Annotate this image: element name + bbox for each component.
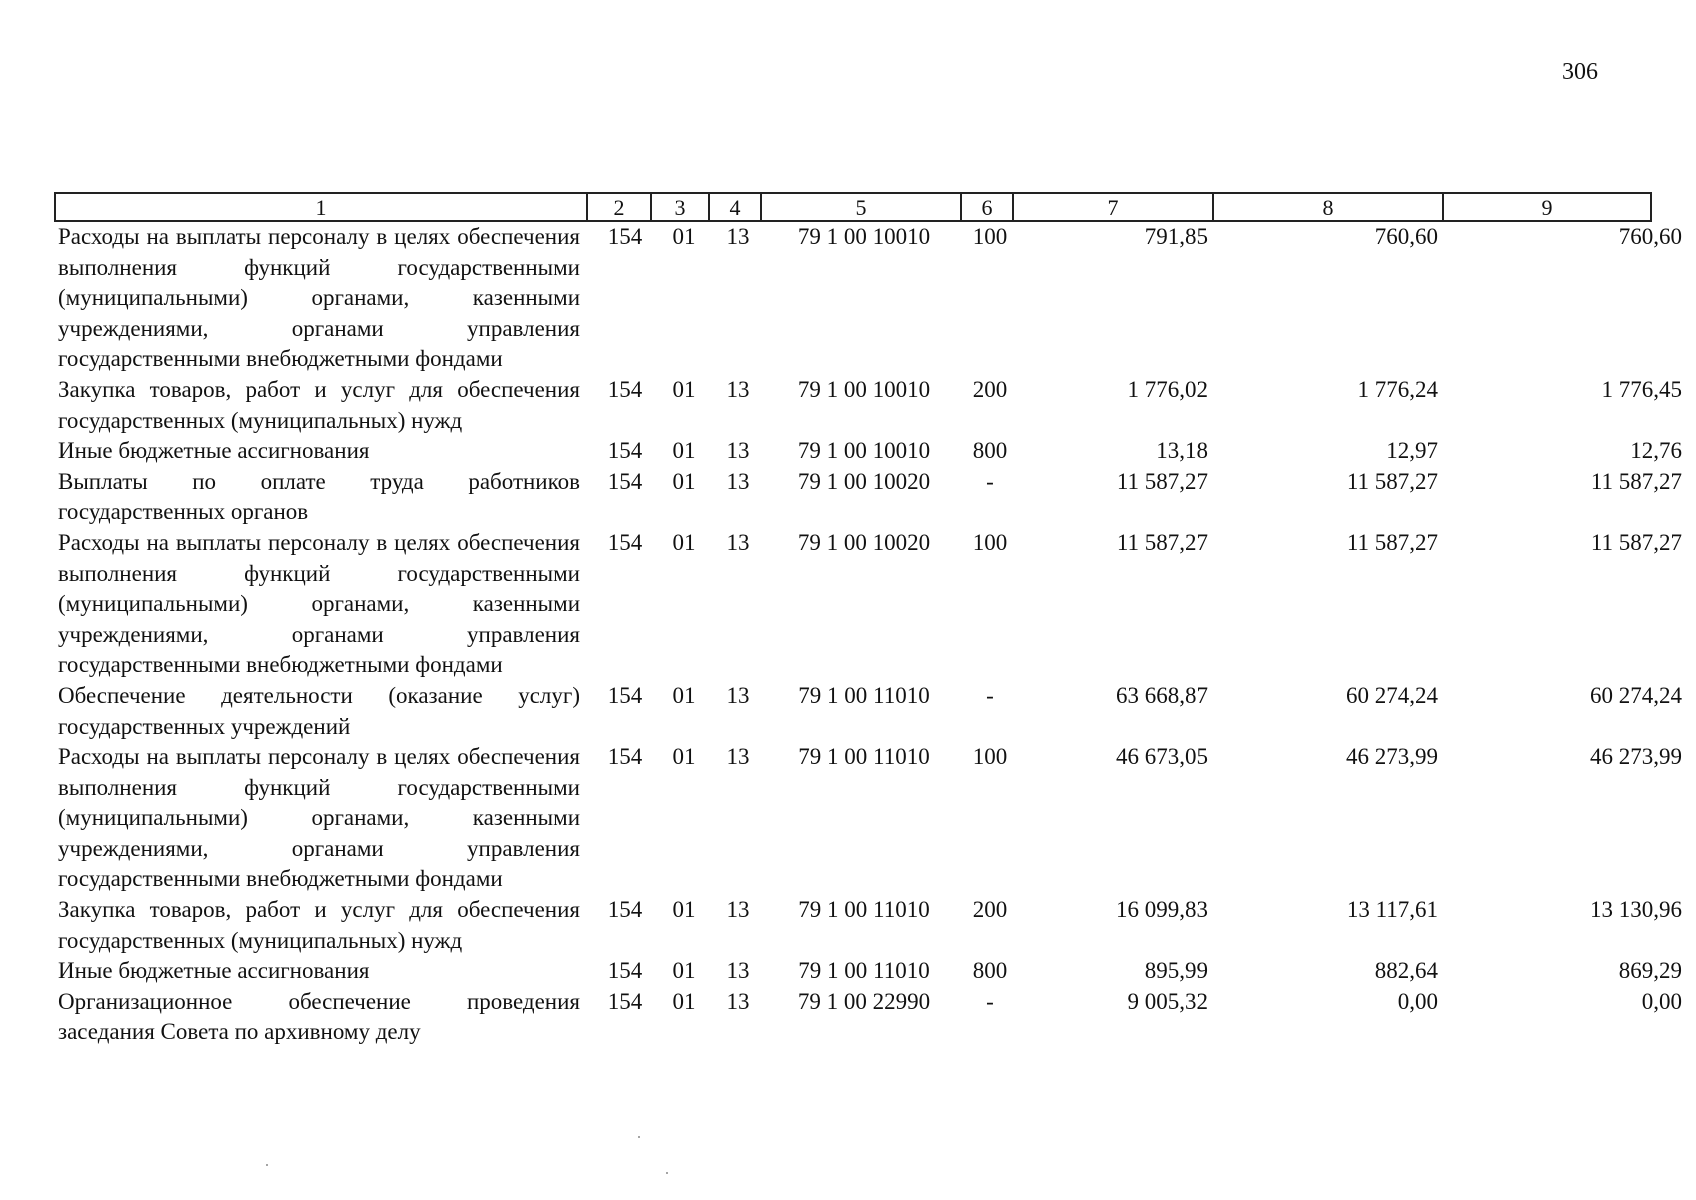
row-col-3: 01 — [672, 988, 696, 1014]
row-col-5: 79 1 00 10020 — [797, 468, 931, 494]
row-col-6: - — [986, 682, 994, 708]
row-col-3: 01 — [672, 958, 696, 984]
row-col-5: 79 1 00 10010 — [797, 376, 931, 402]
row-col-6: 800 — [972, 958, 1008, 984]
row-col-5: 79 1 00 11010 — [798, 682, 930, 708]
row-col-6: 100 — [972, 224, 1008, 249]
row-col-6: 200 — [972, 376, 1008, 402]
row-col-3: 01 — [672, 897, 696, 923]
table-row — [54, 222, 1682, 375]
row-col-8: 12,97 — [1386, 438, 1438, 464]
header-col-7: 7 — [1012, 194, 1212, 220]
table-row — [54, 987, 1682, 1048]
row-col-5: 79 1 00 11010 — [798, 744, 930, 770]
header-col-9: 9 — [1442, 194, 1650, 220]
header-col-4: 4 — [708, 194, 760, 220]
row-col-7: 9 005,32 — [1127, 988, 1208, 1014]
row-col-9: 11 587,27 — [1590, 529, 1682, 555]
row-col-9: 11 587,27 — [1590, 468, 1682, 494]
row-col-6: 100 — [972, 744, 1008, 770]
table-row — [54, 895, 1682, 956]
row-col-2: 154 — [607, 529, 643, 555]
row-col-7: 11 587,27 — [1116, 468, 1208, 494]
page-number: 306 — [1562, 59, 1598, 85]
row-col-4: 13 — [726, 897, 750, 923]
row-col-2: 154 — [607, 468, 643, 494]
row-col-5: 79 1 00 22990 — [797, 988, 931, 1014]
table-row — [54, 681, 1682, 742]
row-col-4: 13 — [726, 529, 750, 555]
row-col-2: 154 — [607, 438, 643, 464]
header-col-5: 5 — [760, 194, 960, 220]
row-col-7: 13,18 — [1156, 438, 1208, 464]
row-col-6: 800 — [972, 438, 1008, 464]
row-col-9: 1 776,45 — [1601, 376, 1682, 402]
row-col-2: 154 — [607, 376, 643, 402]
row-col-8: 882,64 — [1374, 958, 1438, 984]
row-col-6: - — [986, 468, 994, 494]
row-col-4: 13 — [726, 958, 750, 984]
row-col-9: 760,60 — [1618, 224, 1682, 249]
row-description: Закупка товаров, работ и услуг для обеспечения государственных (муниципальных) нужд — [58, 376, 580, 433]
row-col-5: 79 1 00 11010 — [798, 897, 930, 923]
row-description: Организационное обеспечение проведения заседания Совета по архивному делу — [58, 988, 580, 1045]
scan-speck — [666, 1172, 668, 1174]
row-col-5: 79 1 00 11010 — [798, 958, 930, 984]
row-col-9: 60 274,24 — [1590, 682, 1682, 708]
row-col-8: 13 117,61 — [1346, 897, 1438, 923]
row-col-2: 154 — [607, 897, 643, 923]
row-col-2: 154 — [607, 958, 643, 984]
row-description: Иные бюджетные ассигнования — [58, 958, 370, 984]
row-col-9: 46 273,99 — [1590, 744, 1682, 770]
row-col-8: 0,00 — [1397, 988, 1438, 1014]
row-col-3: 01 — [672, 744, 696, 770]
scan-speck — [638, 1136, 640, 1138]
row-col-4: 13 — [726, 224, 750, 249]
row-col-3: 01 — [672, 529, 696, 555]
row-description: Закупка товаров, работ и услуг для обеспечения государственных (муниципальных) нужд — [58, 897, 580, 953]
row-description: Иные бюджетные ассигнования — [58, 438, 370, 464]
table-row — [54, 742, 1682, 895]
row-col-2: 154 — [607, 988, 643, 1014]
table-row — [54, 436, 1682, 467]
row-col-8: 760,60 — [1374, 224, 1438, 249]
row-description: Выплаты по оплате труда работников государственных органов — [58, 468, 580, 525]
row-col-8: 60 274,24 — [1346, 682, 1438, 708]
header-col-2: 2 — [586, 194, 650, 220]
table-row — [54, 375, 1682, 436]
row-description: Расходы на выплаты персоналу в целях обеспечения выполнения функций государственными (муниципальными) органами, казенными учреждениями, органами управления государственными внебюджетными фондами — [58, 529, 580, 678]
row-col-8: 11 587,27 — [1346, 468, 1438, 494]
row-col-7: 895,99 — [1144, 958, 1208, 984]
header-col-6: 6 — [960, 194, 1012, 220]
row-col-5: 79 1 00 10010 — [797, 438, 931, 464]
row-col-4: 13 — [726, 744, 750, 770]
row-col-2: 154 — [607, 224, 643, 249]
row-col-9: 12,76 — [1630, 438, 1682, 464]
row-col-2: 154 — [607, 682, 643, 708]
table-row — [54, 467, 1682, 528]
header-col-3: 3 — [650, 194, 708, 220]
row-col-6: 200 — [972, 897, 1008, 923]
row-col-4: 13 — [726, 468, 750, 494]
row-col-3: 01 — [672, 224, 696, 249]
row-col-8: 1 776,24 — [1357, 376, 1438, 402]
row-col-9: 869,29 — [1618, 958, 1682, 984]
row-col-3: 01 — [672, 682, 696, 708]
row-col-7: 791,85 — [1144, 224, 1208, 249]
row-col-4: 13 — [726, 438, 750, 464]
row-col-7: 46 673,05 — [1116, 744, 1208, 770]
row-col-2: 154 — [607, 744, 643, 770]
row-col-7: 1 776,02 — [1127, 376, 1208, 402]
table-body — [54, 222, 1682, 1048]
row-col-4: 13 — [726, 376, 750, 402]
row-col-5: 79 1 00 10010 — [797, 224, 931, 249]
row-col-9: 0,00 — [1641, 988, 1682, 1014]
table-row — [54, 528, 1682, 681]
row-col-3: 01 — [672, 468, 696, 494]
row-description: Обеспечение деятельности (оказание услуг) государственных учреждений — [58, 682, 580, 739]
table-header — [54, 192, 1652, 222]
row-col-7: 16 099,83 — [1116, 897, 1208, 923]
row-col-8: 46 273,99 — [1346, 744, 1438, 770]
row-col-6: 100 — [972, 529, 1008, 555]
row-col-4: 13 — [726, 682, 750, 708]
row-col-8: 11 587,27 — [1346, 529, 1438, 555]
row-description: Расходы на выплаты персоналу в целях обеспечения выполнения функций государственными (муниципальными) органами, казенными учреждениями, органами управления государственными внебюджетными фондами — [58, 744, 580, 892]
row-col-7: 11 587,27 — [1116, 529, 1208, 555]
row-col-9: 13 130,96 — [1590, 897, 1682, 923]
scan-speck — [266, 1164, 268, 1166]
row-col-7: 63 668,87 — [1116, 682, 1208, 708]
row-col-3: 01 — [672, 438, 696, 464]
header-col-1: 1 — [315, 195, 327, 220]
row-col-3: 01 — [672, 376, 696, 402]
row-description: Расходы на выплаты персоналу в целях обеспечения выполнения функций государственными (муниципальными) органами, казенными учреждениями, органами управления государственными внебюджетными фондами — [58, 224, 580, 372]
table-row — [54, 956, 1682, 987]
row-col-5: 79 1 00 10020 — [797, 529, 931, 555]
row-col-4: 13 — [726, 988, 750, 1014]
row-col-6: - — [986, 988, 994, 1014]
header-col-8: 8 — [1212, 194, 1442, 220]
